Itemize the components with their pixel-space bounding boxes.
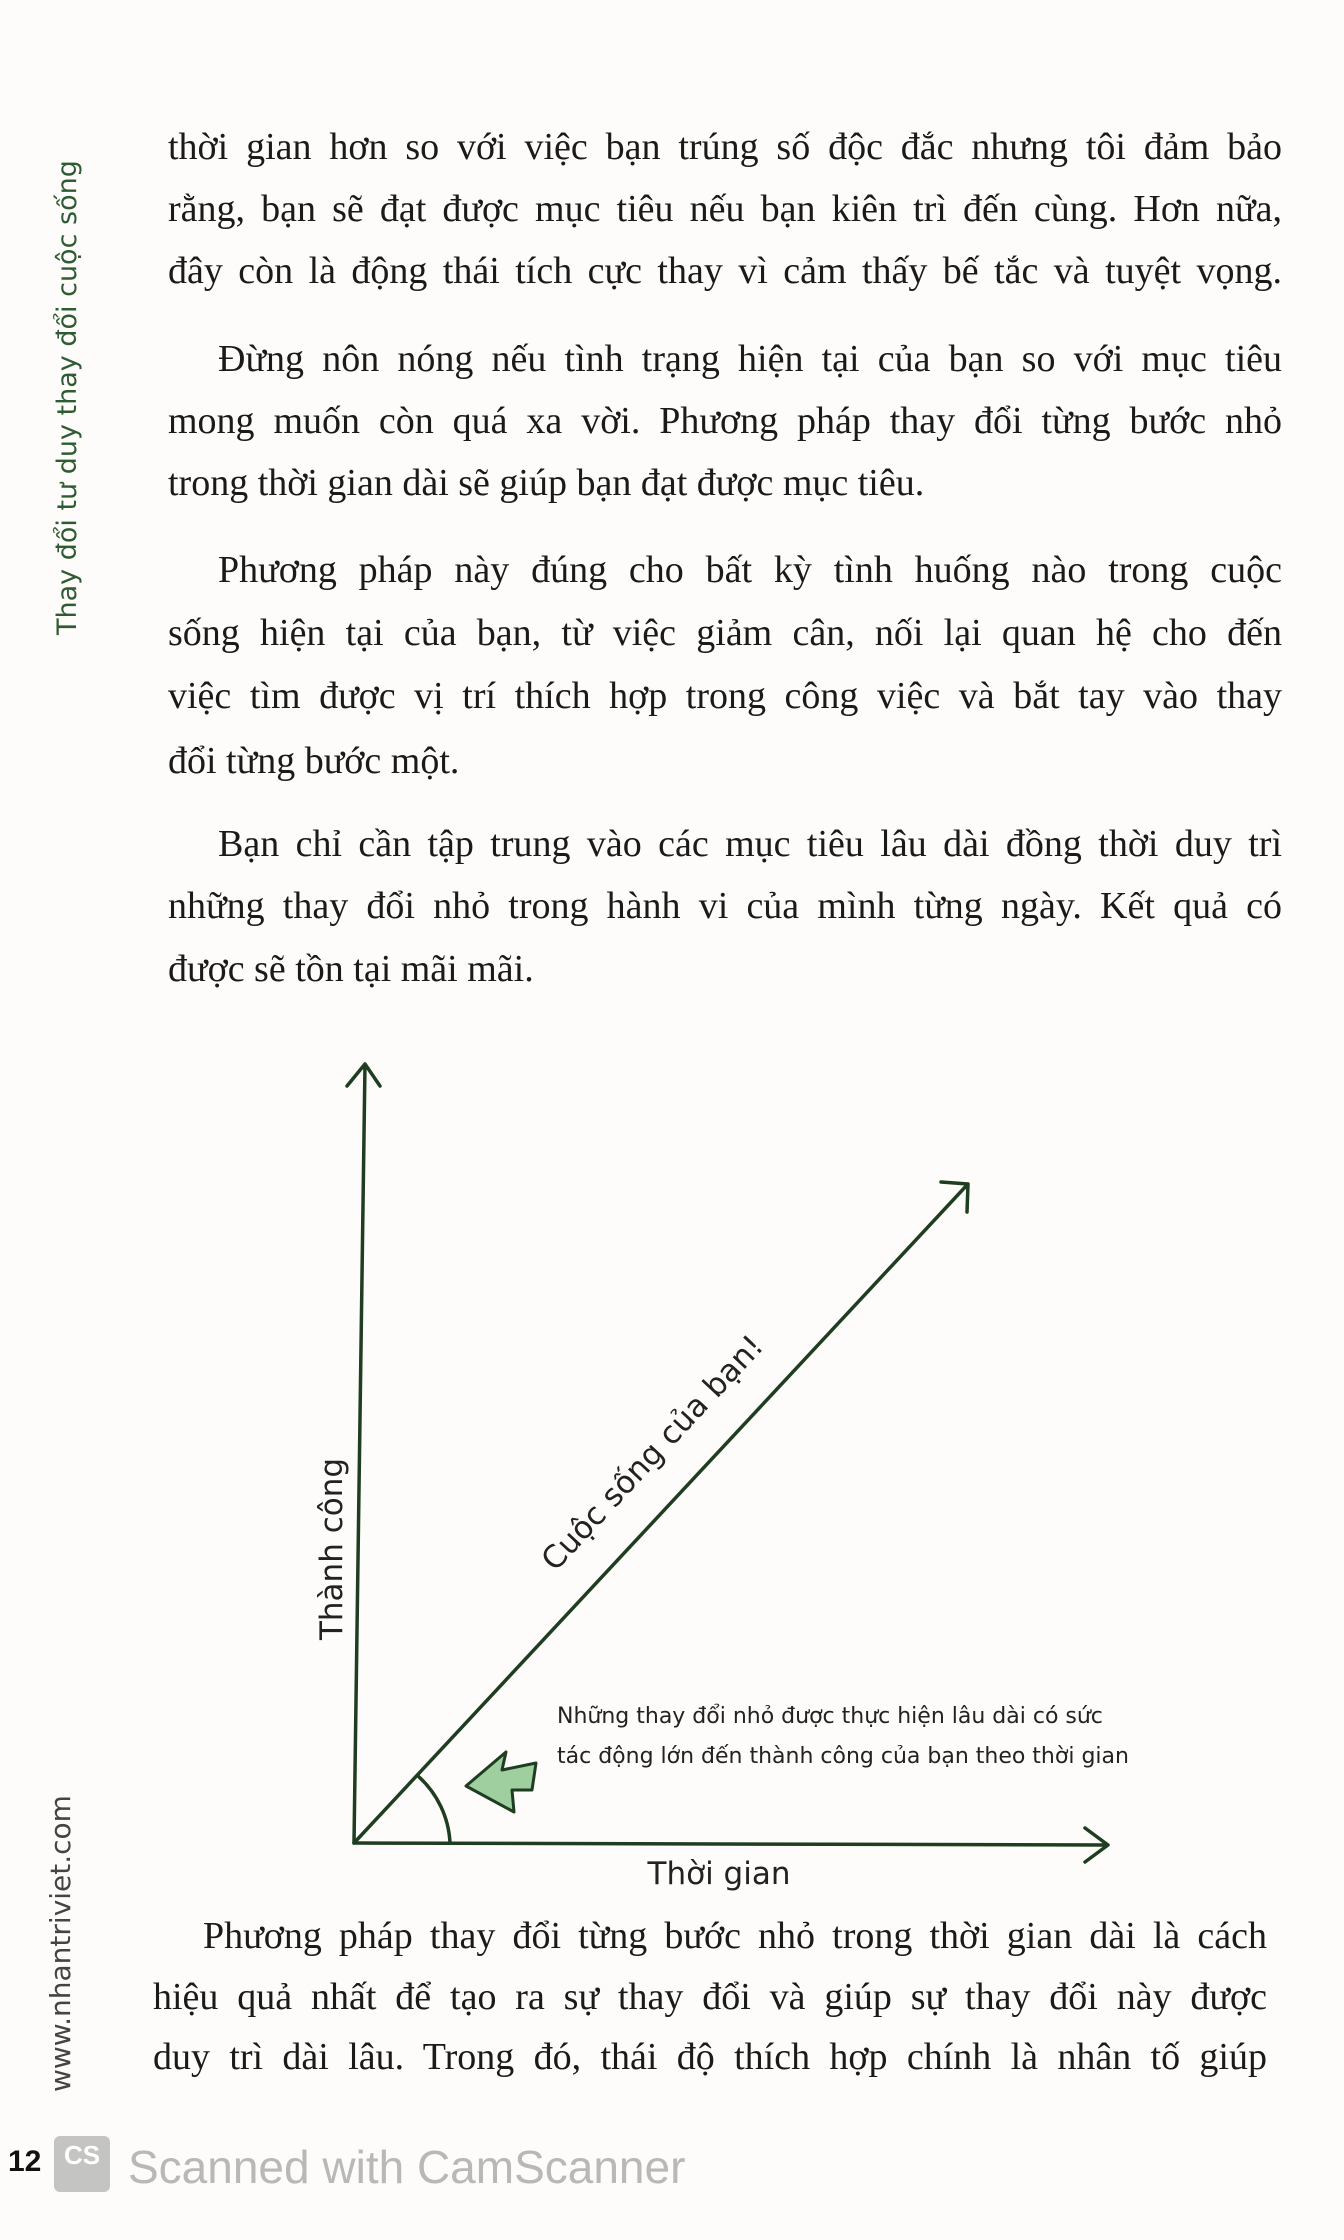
text-line: mong muốn còn quá xa vời. Phương pháp thay đổi từng bước nhỏ xyxy=(168,400,1282,442)
page-number: 12 xyxy=(8,2145,42,2178)
annotation-line: tác động lớn đến thành công của bạn theo thời gian xyxy=(557,1744,1129,1769)
camscanner-logo-icon: CS xyxy=(54,2136,110,2192)
text-line: việc tìm được vị trí thích hợp trong công việc và bắt tay vào thay xyxy=(168,675,1282,717)
angle-arc xyxy=(418,1776,450,1843)
text-line: những thay đổi nhỏ trong hành vi của mình từng ngày. Kết quả có xyxy=(168,885,1282,927)
annotation-line: Những thay đổi nhỏ được thực hiện lâu dài có sức xyxy=(557,1704,1103,1729)
text-line: được sẽ tồn tại mãi mãi. xyxy=(168,948,534,990)
life-line-label: Cuộc sống của bạn! xyxy=(534,1328,771,1578)
x-axis-label: Thời gian xyxy=(647,1856,791,1892)
text-line: duy trì dài lâu. Trong đó, thái độ thích hợp chính là nhân tố giúp xyxy=(153,2036,1267,2078)
camscanner-watermark: Scanned with CamScanner xyxy=(128,2141,686,2193)
text-line: sống hiện tại của bạn, từ việc giảm cân, nối lại quan hệ cho đến xyxy=(168,612,1282,654)
text-line: trong thời gian dài sẽ giúp bạn đạt được mục tiêu. xyxy=(168,462,925,504)
y-axis-label: Thành công xyxy=(314,1457,350,1641)
y-axis xyxy=(347,1064,380,1843)
text-line: đổi từng bước một. xyxy=(168,740,460,782)
text-line: đây còn là động thái tích cực thay vì cảm thấy bế tắc và tuyệt vọng. xyxy=(168,250,1282,292)
running-header: Thay đổi tư duy thay đổi cuộc sống xyxy=(52,160,83,635)
website-url: www.nhantriviet.com xyxy=(44,1795,77,2092)
text-line: Phương pháp thay đổi từng bước nhỏ trong thời gian dài là cách xyxy=(203,1915,1267,1957)
text-line: thời gian hơn so với việc bạn trúng số độc đắc nhưng tôi đảm bảo xyxy=(168,126,1282,168)
pointer-arrow-icon xyxy=(466,1752,536,1812)
text-line: hiệu quả nhất để tạo ra sự thay đổi và giúp sự thay đổi này được xyxy=(153,1976,1267,2018)
text-line: Đừng nôn nóng nếu tình trạng hiện tại của bạn so với mục tiêu xyxy=(218,338,1282,380)
text-line: Phương pháp này đúng cho bất kỳ tình huống nào trong cuộc xyxy=(218,549,1282,591)
text-line: rằng, bạn sẽ đạt được mục tiêu nếu bạn kiên trì đến cùng. Hơn nữa, xyxy=(168,188,1282,230)
text-line: Bạn chỉ cần tập trung vào các mục tiêu lâu dài đồng thời duy trì xyxy=(218,823,1282,865)
